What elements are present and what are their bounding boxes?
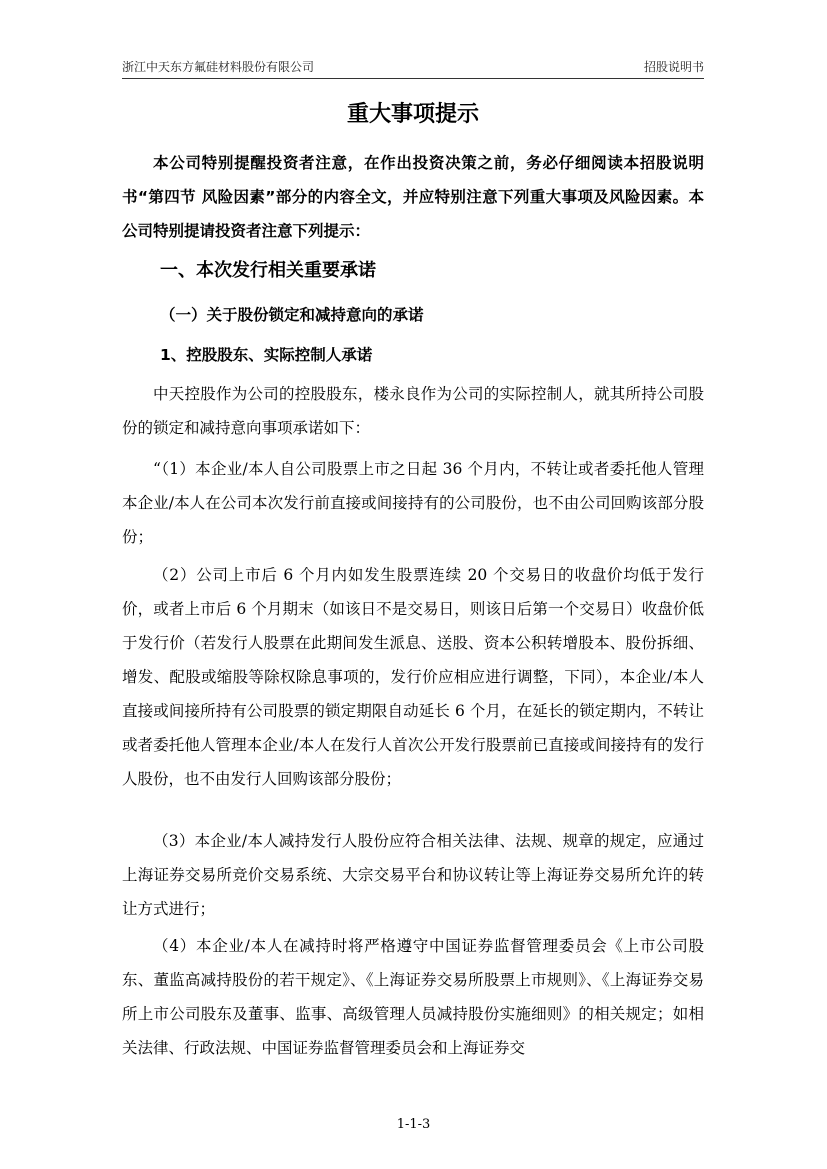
item-heading: 1、控股股东、实际控制人承诺 (160, 346, 373, 364)
page-title: 重大事项提示 (346, 102, 479, 127)
subsection-heading: （一）关于股份锁定和减持意向的承诺 (160, 306, 424, 324)
clause-2-paragraph: （2）公司上市后 6 个月内如发生股票连续 20 个交易日的收盘价均低于发行价，或者上市后 6 个月期末（如该日不是交易日，则该日后第一个交易日）收盘价低于发行价（若发行人股票在此期间发生派息、送股、资本公积转增股本、股份拆细、增发、配股或缩股等除权除息事项的，发行价应相应进行调整，下同），本企业/本人直接或间接所持有公司股票的锁定期限自动延长 6 个月，在延长的锁定期内，不转让或者委托他人管理本企业/本人在发行人首次公开发行股票前已直接或间接持有的发行人股份，也不由发行人回购该部分股份； (122, 566, 704, 788)
header-divider (122, 78, 704, 79)
clause-4-paragraph: （4）本企业/本人在减持时将严格遵守中国证券监督管理委员会《上市公司股东、董监高减持股份的若干规定》、《上海证券交易所股票上市规则》、《上海证券交易所上市公司股东及董事、监事、高级管理人员减持股份实施细则》的相关规定；如相关法律、行政法规、中国证券监督管理委员会和上海证券交 (122, 937, 704, 1057)
intro-paragraph: 本公司特别提醒投资者注意，在作出投资决策之前，务必仔细阅读本招股说明书“第四节 风险因素”部分的内容全文，并应特别注意下列重大事项及风险因素。本公司特别提请投资者注意下列提示： (122, 154, 704, 240)
page-number: 1-1-3 (396, 1117, 431, 1132)
header-company-name: 浙江中天东方氟硅材料股份有限公司 (122, 60, 315, 74)
header-document-type: 招股说明书 (643, 60, 704, 74)
clause-3-paragraph: （3）本企业/本人减持发行人股份应符合相关法律、法规、规章的规定，应通过上海证券交易所竞价交易系统、大宗交易平台和协议转让等上海证券交易所允许的转让方式进行； (122, 832, 704, 918)
lead-paragraph: 中天控股作为公司的控股股东，楼永良作为公司的实际控制人，就其所持公司股份的锁定和减持意向事项承诺如下： (122, 385, 704, 437)
clause-1-paragraph: “（1）本企业/本人自公司股票上市之日起 36 个月内，不转让或者委托他人管理本企业/本人在公司本次发行前直接或间接持有的公司股份，也不由公司回购该部分股份； (122, 460, 704, 546)
page-header (122, 58, 704, 76)
section-heading: 一、本次发行相关重要承诺 (160, 260, 376, 281)
